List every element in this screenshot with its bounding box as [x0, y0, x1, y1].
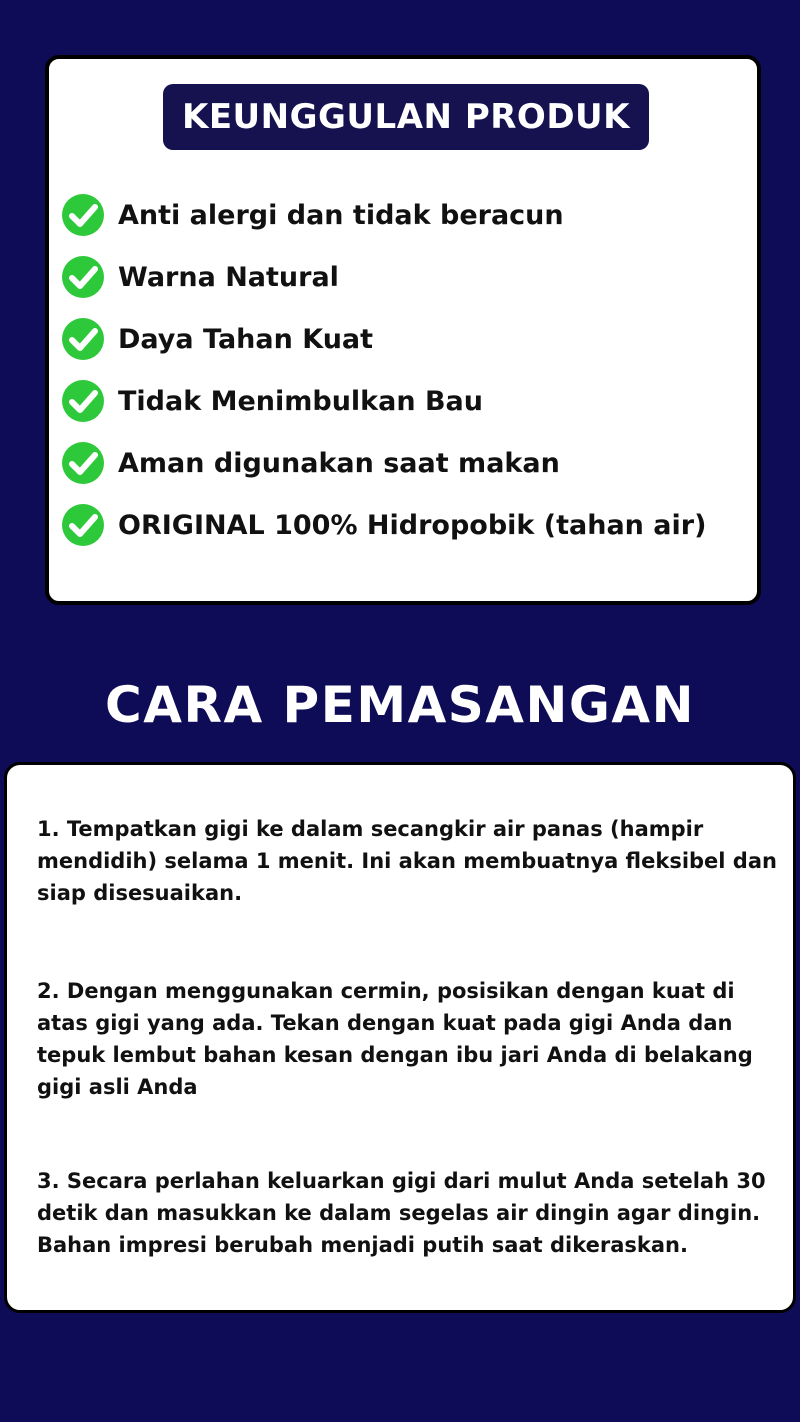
installation-step: 3. Secara perlahan keluarkan gigi dari mulut Anda setelah 30 detik dan masukkan ke dalam segelas air dingin agar dingin. Bahan impresi berubah menjadi putih saat dikeraskan.	[37, 1169, 766, 1257]
benefit-item	[61, 370, 751, 432]
benefit-label: Daya Tahan Kuat	[118, 323, 374, 355]
check-circle-icon	[61, 503, 105, 547]
benefit-item	[61, 494, 751, 556]
benefit-label: Warna Natural	[118, 261, 339, 293]
benefit-item	[61, 246, 751, 308]
benefits-title: KEUNGGULAN PRODUK	[163, 84, 649, 150]
benefits-list	[61, 184, 751, 556]
installation-step: 1. Tempatkan gigi ke dalam secangkir air panas (hampir mendidih) selama 1 menit. Ini akan membuatnya fleksibel dan siap disesuaikan.	[37, 817, 777, 905]
benefit-label: Aman digunakan saat makan	[118, 447, 560, 479]
benefit-item	[61, 308, 751, 370]
benefit-label: ORIGINAL 100% Hidropobik (tahan air)	[118, 509, 707, 541]
check-circle-icon	[61, 255, 105, 299]
benefit-item	[61, 184, 751, 246]
check-circle-icon	[61, 379, 105, 423]
installation-step: 2. Dengan menggunakan cermin, posisikan dengan kuat di atas gigi yang ada. Tekan dengan kuat pada gigi Anda dan tepuk lembut bahan kesan dengan ibu jari Anda di belakang gigi asli Anda	[37, 979, 753, 1099]
benefit-item	[61, 432, 751, 494]
benefits-card	[45, 55, 761, 605]
check-circle-icon	[61, 441, 105, 485]
check-circle-icon	[61, 193, 105, 237]
installation-title: CARA PEMASANGAN	[105, 676, 695, 734]
installation-card	[4, 762, 796, 1313]
benefit-label: Tidak Menimbulkan Bau	[118, 385, 483, 417]
benefit-label: Anti alergi dan tidak beracun	[118, 199, 564, 231]
check-circle-icon	[61, 317, 105, 361]
